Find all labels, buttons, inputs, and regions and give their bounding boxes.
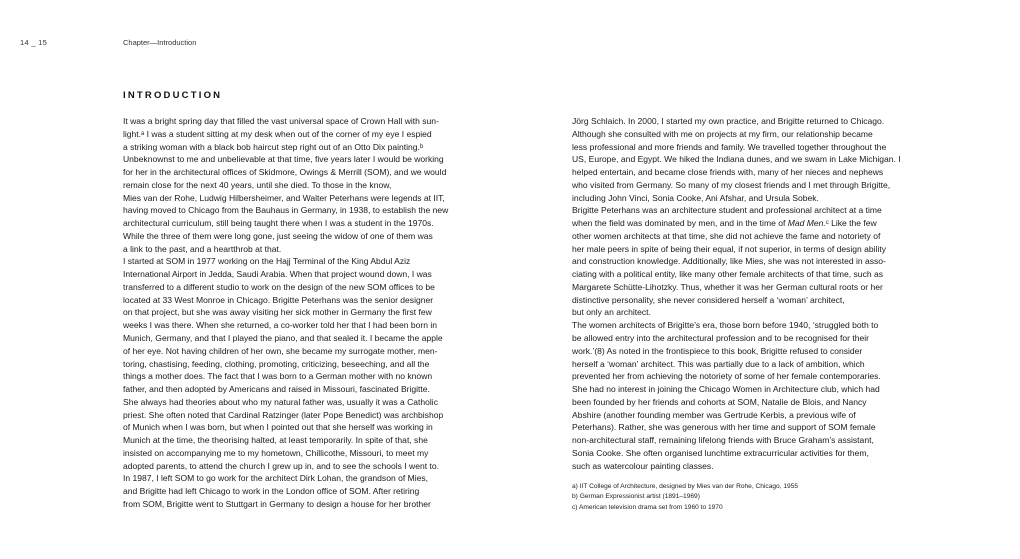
text-line: a link to the past, and a heartthrob at that. (123, 243, 282, 254)
text-line: Munich, Germany, and that I played the piano, and that sealed it. I became the apple (123, 333, 443, 344)
text-line: Margarete Schütte-Lihotzky. Thus, whether it was her German cultural roots or her (572, 281, 883, 292)
footnote: b) German Expressionist artist (1891–1969) (572, 493, 700, 501)
text-line: a striking woman with a black bob haircut step right out of an Otto Dix painting.ᵇ (123, 141, 424, 152)
text-line: less professional and more friends and family. We travelled together throughout the (572, 141, 887, 152)
text-line: prevented her from achieving the notoriety of some of her female contemporaries. (572, 371, 881, 382)
footnotes (572, 482, 798, 513)
text-line: father, and then adopted by Americans and raised in Missouri, fascinated Brigitte. (123, 384, 430, 395)
text-line: and construction knowledge. Additionally, like Mies, she was not interested in asso- (572, 256, 886, 267)
text-line: Brigitte Peterhans was an architecture student and professional architect at a time (572, 205, 882, 216)
text-line: Although she consulted with me on projects at my firm, our relationship became (572, 128, 873, 139)
text-line: be allowed entry into the architectural profession and to be recognised for their (572, 333, 869, 344)
text-line: when the field was dominated by men, and in the time of Mad Men.ᶜ Like the few (572, 218, 877, 229)
text-line: weeks I was there. When she returned, a co-worker told her that I had been born in (123, 320, 438, 331)
footnote: a) IIT College of Architecture, designed by Mies van der Rohe, Chicago, 1955 (572, 483, 799, 490)
text-line: ciating with a political entity, like many other female architects of that time, such as (572, 269, 883, 280)
text-line: on that project, but she was away visiting her sick mother in Germany the first few (123, 307, 432, 318)
text-line: Unbeknownst to me and unbelievable at that time, five years later I would be working (123, 154, 444, 165)
text-line: remain close for the next 40 years, until she died. To those in the know, (123, 179, 392, 190)
text-line: such as watercolour painting classes. (572, 460, 714, 471)
text-line: priest. She often noted that Cardinal Ratzinger (later Pope Benedict) was archbishop (123, 409, 444, 420)
right-text-column (572, 115, 902, 472)
text-line: light.ᵃ I was a student sitting at my desk when out of the corner of my eye I espied (123, 128, 432, 139)
text-line: While the three of them were long gone, just seeing the widow of one of them was (123, 230, 433, 241)
text-line: but only an architect. (572, 307, 651, 318)
text-line: In 1987, I left SOM to go work for the architect Dirk Lohan, the grandson of Mies, (123, 473, 428, 484)
text-line: of Munich when I was born, but when I pointed out that she herself was working in (123, 422, 433, 433)
text-line: Mies van der Rohe, Ludwig Hilbersheimer, and Walter Peterhans were legends at IIT, (123, 192, 445, 203)
text-line: non-architectural staff, remaining lifelong friends with Bruce Graham’s assistant, (572, 435, 874, 446)
text-line: insisted on accompanying me to my hometown, Chillicothe, Missouri, to meet my (123, 447, 429, 458)
text-line: located at 33 West Monroe in Chicago. Brigitte Peterhans was the senior designer (123, 294, 434, 305)
text-line: who visited from Germany. So many of my closest friends and I met through Brigitte, (572, 179, 891, 190)
text-line: Peterhans). Rather, she was generous with her time and support of SOM female (572, 422, 876, 433)
page-numbers: 14 _ 15 (20, 38, 48, 47)
text-line: Munich at the time, the theorising halted, at least temporarily. In spite of that, she (123, 435, 428, 446)
text-line: adopted parents, to attend the church I grew up in, and to see the schools I went to. (123, 460, 439, 471)
text-line: The women architects of Brigitte’s era, those born before 1940, ‘struggled both to (572, 320, 879, 331)
text-line: International Airport in Jedda, Saudi Arabia. When that project wound down, I was (123, 269, 432, 280)
text-line: transferred to a different studio to work on the design of the new SOM offices to be (123, 281, 435, 292)
text-line: other women architects at that time, she did not achieve the fame and notoriety of (572, 230, 881, 241)
running-head: Chapter—Introduction (123, 38, 197, 47)
text-line: been founded by her friends and cohorts at SOM, Natalie de Blois, and Nancy (572, 396, 867, 407)
text-line: Jörg Schlaich. In 2000, I started my own practice, and Brigitte returned to Chicago. (572, 116, 885, 126)
footnote: c) American television drama set from 1960 to 1970 (572, 503, 723, 511)
text-line: Abshire (another founding member was Gertrude Kerbis, a previous wife of (572, 409, 856, 420)
text-line: her male peers in spite of being their equal, if not superior, in terms of design ability (572, 243, 887, 254)
text-line: herself a ‘woman’ architect. This was partially due to a lack of ambition, which (572, 358, 865, 369)
text-line: of her eye. Not having children of her own, she became my surrogate mother, men- (123, 345, 438, 356)
text-line: from SOM, Brigitte went to Stuttgart in Germany to design a house for her brother (123, 498, 431, 509)
text-line: architectural curriculum, still being taught there when I was a student in the 1970s. (123, 218, 434, 229)
text-line: having moved to Chicago from the Bauhaus in Germany, in 1938, to establish the new (123, 205, 449, 216)
text-line: US, Europe, and Egypt. We hiked the Indiana dunes, and we swam in Lake Michigan. I (572, 154, 901, 165)
text-line: I started at SOM in 1977 working on the Hajj Terminal of the King Abdul Aziz (123, 256, 411, 267)
text-line: She had no interest in joining the Chicago Women in Architecture club, which had (572, 384, 880, 395)
text-line: including John Vinci, Sonia Cooke, Ani Afshar, and Ursula Sobek. (572, 192, 819, 203)
text-line: distinctive personality, she never considered herself a ‘woman’ architect, (572, 294, 845, 305)
section-title: INTRODUCTION (123, 90, 223, 101)
text-line: helped entertain, and became close friends with, many of her nieces and nephews (572, 167, 884, 178)
text-line: toring, chastising, feeding, clothing, promoting, criticizing, beseeching, and all the (123, 358, 430, 369)
text-line: things a mother does. The fact that I was born to a German mother with no known (123, 371, 433, 382)
left-text-column (123, 115, 453, 511)
text-line: It was a bright spring day that filled the vast universal space of Crown Hall with sun- (123, 116, 439, 126)
text-line: She always had theories about who my natural father was, usually it was a Catholic (123, 396, 438, 407)
text-line: for her in the architectural offices of Skidmore, Owings & Merrill (SOM), and we would (123, 167, 447, 178)
text-line: work.’(8) As noted in the frontispiece to this book, Brigitte refused to consider (572, 345, 863, 356)
text-line: and Brigitte had left Chicago to work in the London office of SOM. After retiring (123, 486, 420, 497)
text-line: Sonia Cooke. She often organised lunchtime extracurricular activities for them, (572, 447, 869, 458)
